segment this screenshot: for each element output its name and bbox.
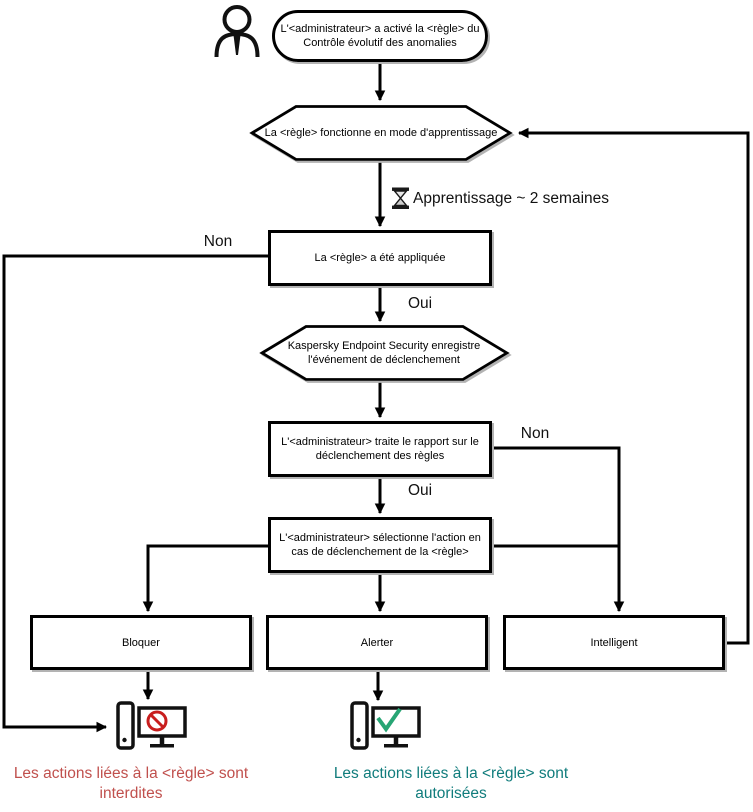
learning-mode-node	[258, 107, 504, 159]
non-left-label	[196, 232, 240, 251]
non-left-text: Non	[203, 233, 233, 250]
event-log-line2: l'événement de déclenchement	[308, 354, 460, 366]
non-right-text: Non	[520, 425, 550, 442]
start-node	[276, 12, 484, 60]
rule-applied-line1: La <règle> a été appliquée	[314, 252, 446, 264]
oui-after-report-label	[398, 481, 442, 500]
intelligent-label: Intelligent	[590, 636, 638, 649]
learning-duration-text: Apprentissage ~ 2 semaines	[413, 190, 610, 207]
select-action-line1: L'<administrateur> sélectionne l'action en	[279, 532, 481, 544]
learning-duration-label	[413, 189, 643, 208]
arrow-intelligent-loop-to-learning	[519, 133, 748, 643]
start-node-line1: L'<administrateur> a activé la <règle> du	[280, 23, 480, 35]
prohibited-badge-icon	[148, 712, 166, 730]
bloquer-label: Bloquer	[122, 636, 160, 649]
oui-after-report-text: Oui	[407, 482, 433, 499]
learning-mode-line1: La <règle> fonctionne en mode d'apprentissage	[264, 127, 498, 139]
alerter-label: Alerter	[360, 636, 394, 649]
blocked-outcome-text	[2, 764, 260, 804]
hourglass-icon	[392, 188, 409, 210]
start-node-line2: Contrôle évolutif des anomalies	[303, 37, 457, 49]
arrow-selectaction-to-bloquer	[148, 546, 268, 611]
event-log-node	[268, 327, 500, 379]
blocked-outcome-line2: interdites	[99, 785, 163, 802]
report-line1: L'<administrateur> traite le rapport sur le	[281, 436, 479, 448]
allowed-outcome-text	[318, 764, 584, 804]
bloquer-node	[30, 615, 252, 670]
oui-after-applied-text: Oui	[407, 295, 433, 312]
arrow-non-to-intelligent	[492, 448, 619, 611]
report-node	[268, 421, 492, 477]
select-action-node	[268, 517, 492, 573]
non-right-label	[512, 424, 558, 443]
person-icon	[217, 7, 258, 57]
allowed-outcome-line2: autorisées	[415, 785, 487, 802]
allowed-outcome-line1: Les actions liées à la <règle> sont	[333, 765, 569, 782]
computer-allowed-icon	[352, 703, 419, 748]
oui-after-applied-label	[398, 294, 442, 313]
report-line2: déclenchement des règles	[315, 450, 445, 462]
blocked-outcome-line1: Les actions liées à la <règle> sont	[13, 765, 249, 782]
intelligent-node	[503, 615, 725, 670]
select-action-line2: cas de déclenchement de la <règle>	[291, 546, 469, 558]
event-log-line1: Kaspersky Endpoint Security enregistre	[287, 340, 481, 352]
alerter-node	[266, 615, 488, 670]
rule-applied-node	[268, 230, 492, 286]
computer-blocked-icon	[118, 703, 185, 748]
